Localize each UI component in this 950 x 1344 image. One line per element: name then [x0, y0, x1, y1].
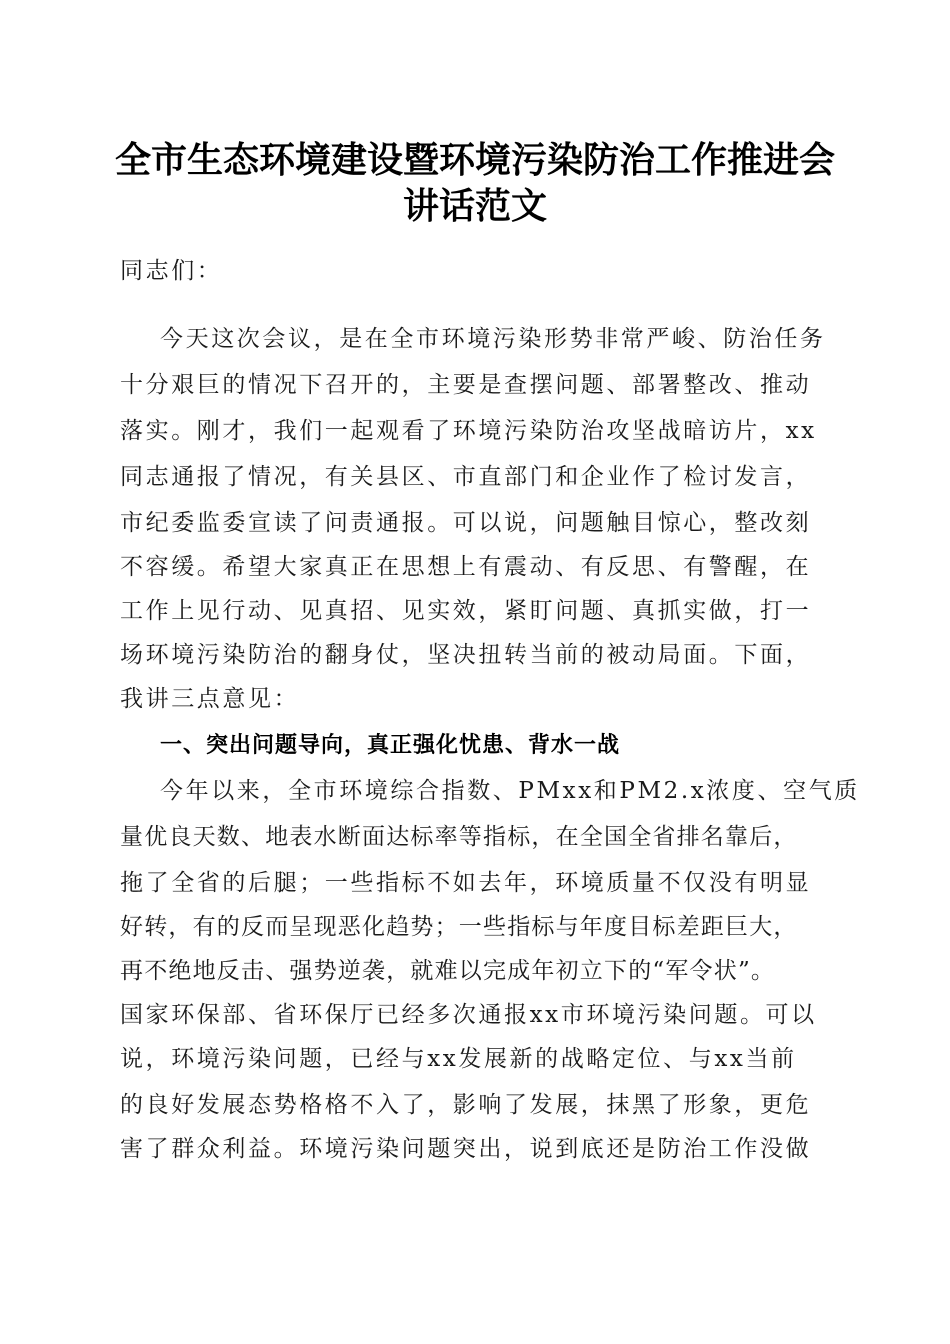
document-title-line-2: 讲话范文	[402, 185, 547, 227]
paragraph-1-line: 市纪委监委宣读了问责通报。可以说，问题触目惊心，整改刻	[120, 510, 812, 536]
paragraph-2-line: 拖了全省的后腿；一些指标不如去年，环境质量不仅没有明显	[120, 870, 812, 896]
paragraph-2-line: 说，环境污染问题，已经与xx发展新的战略定位、与xx当前	[120, 1046, 797, 1072]
paragraph-2-line: 好转，有的反而呈现恶化趋势；一些指标与年度目标差距巨大，	[120, 914, 798, 940]
paragraph-2-line: 量优良天数、地表水断面达标率等指标，在全国全省排名靠后，	[120, 824, 798, 850]
paragraph-1-line: 今天这次会议，是在全市环境污染形势非常严峻、防治任务	[160, 326, 826, 352]
paragraph-2-line: 国家环保部、省环保厅已经多次通报xx市环境污染问题。可以	[120, 1002, 817, 1028]
paragraph-1-line: 落实。刚才，我们一起观看了环境污染防治攻坚战暗访片，xx	[120, 418, 817, 444]
section-1-heading: 一、突出问题导向，真正强化忧患、背水一战	[160, 733, 621, 758]
paragraph-2-line: 再不绝地反击、强势逆袭，就难以完成年初立下的“军令状”。	[120, 958, 776, 984]
paragraph-2-line: 今年以来，全市环境综合指数、PMxx和PM2.x浓度、空气质	[160, 778, 860, 804]
paragraph-1-line: 场环境污染防治的翻身仗，坚决扭转当前的被动局面。下面，	[120, 642, 812, 668]
paragraph-2-line: 害了群众利益。环境污染问题突出，说到底还是防治工作没做	[120, 1136, 812, 1162]
paragraph-1-line: 十分艰巨的情况下召开的，主要是查摆问题、部署整改、推动	[120, 372, 812, 398]
paragraph-1-line: 工作上见行动、见真招、见实效，紧盯问题、真抓实做，打一	[120, 598, 812, 624]
paragraph-1-line: 同志通报了情况，有关县区、市直部门和企业作了检讨发言，	[120, 464, 812, 490]
paragraph-2-line: 的良好发展态势格格不入了，影响了发展，抹黑了形象，更危	[120, 1092, 812, 1118]
salutation: 同志们：	[120, 258, 223, 284]
document-title-line-1: 全市生态环境建设暨环境污染防治工作推进会	[114, 139, 835, 181]
paragraph-1-line: 我讲三点意见：	[120, 686, 300, 712]
paragraph-1-line: 不容缓。希望大家真正在思想上有震动、有反思、有警醒，在	[120, 554, 812, 580]
